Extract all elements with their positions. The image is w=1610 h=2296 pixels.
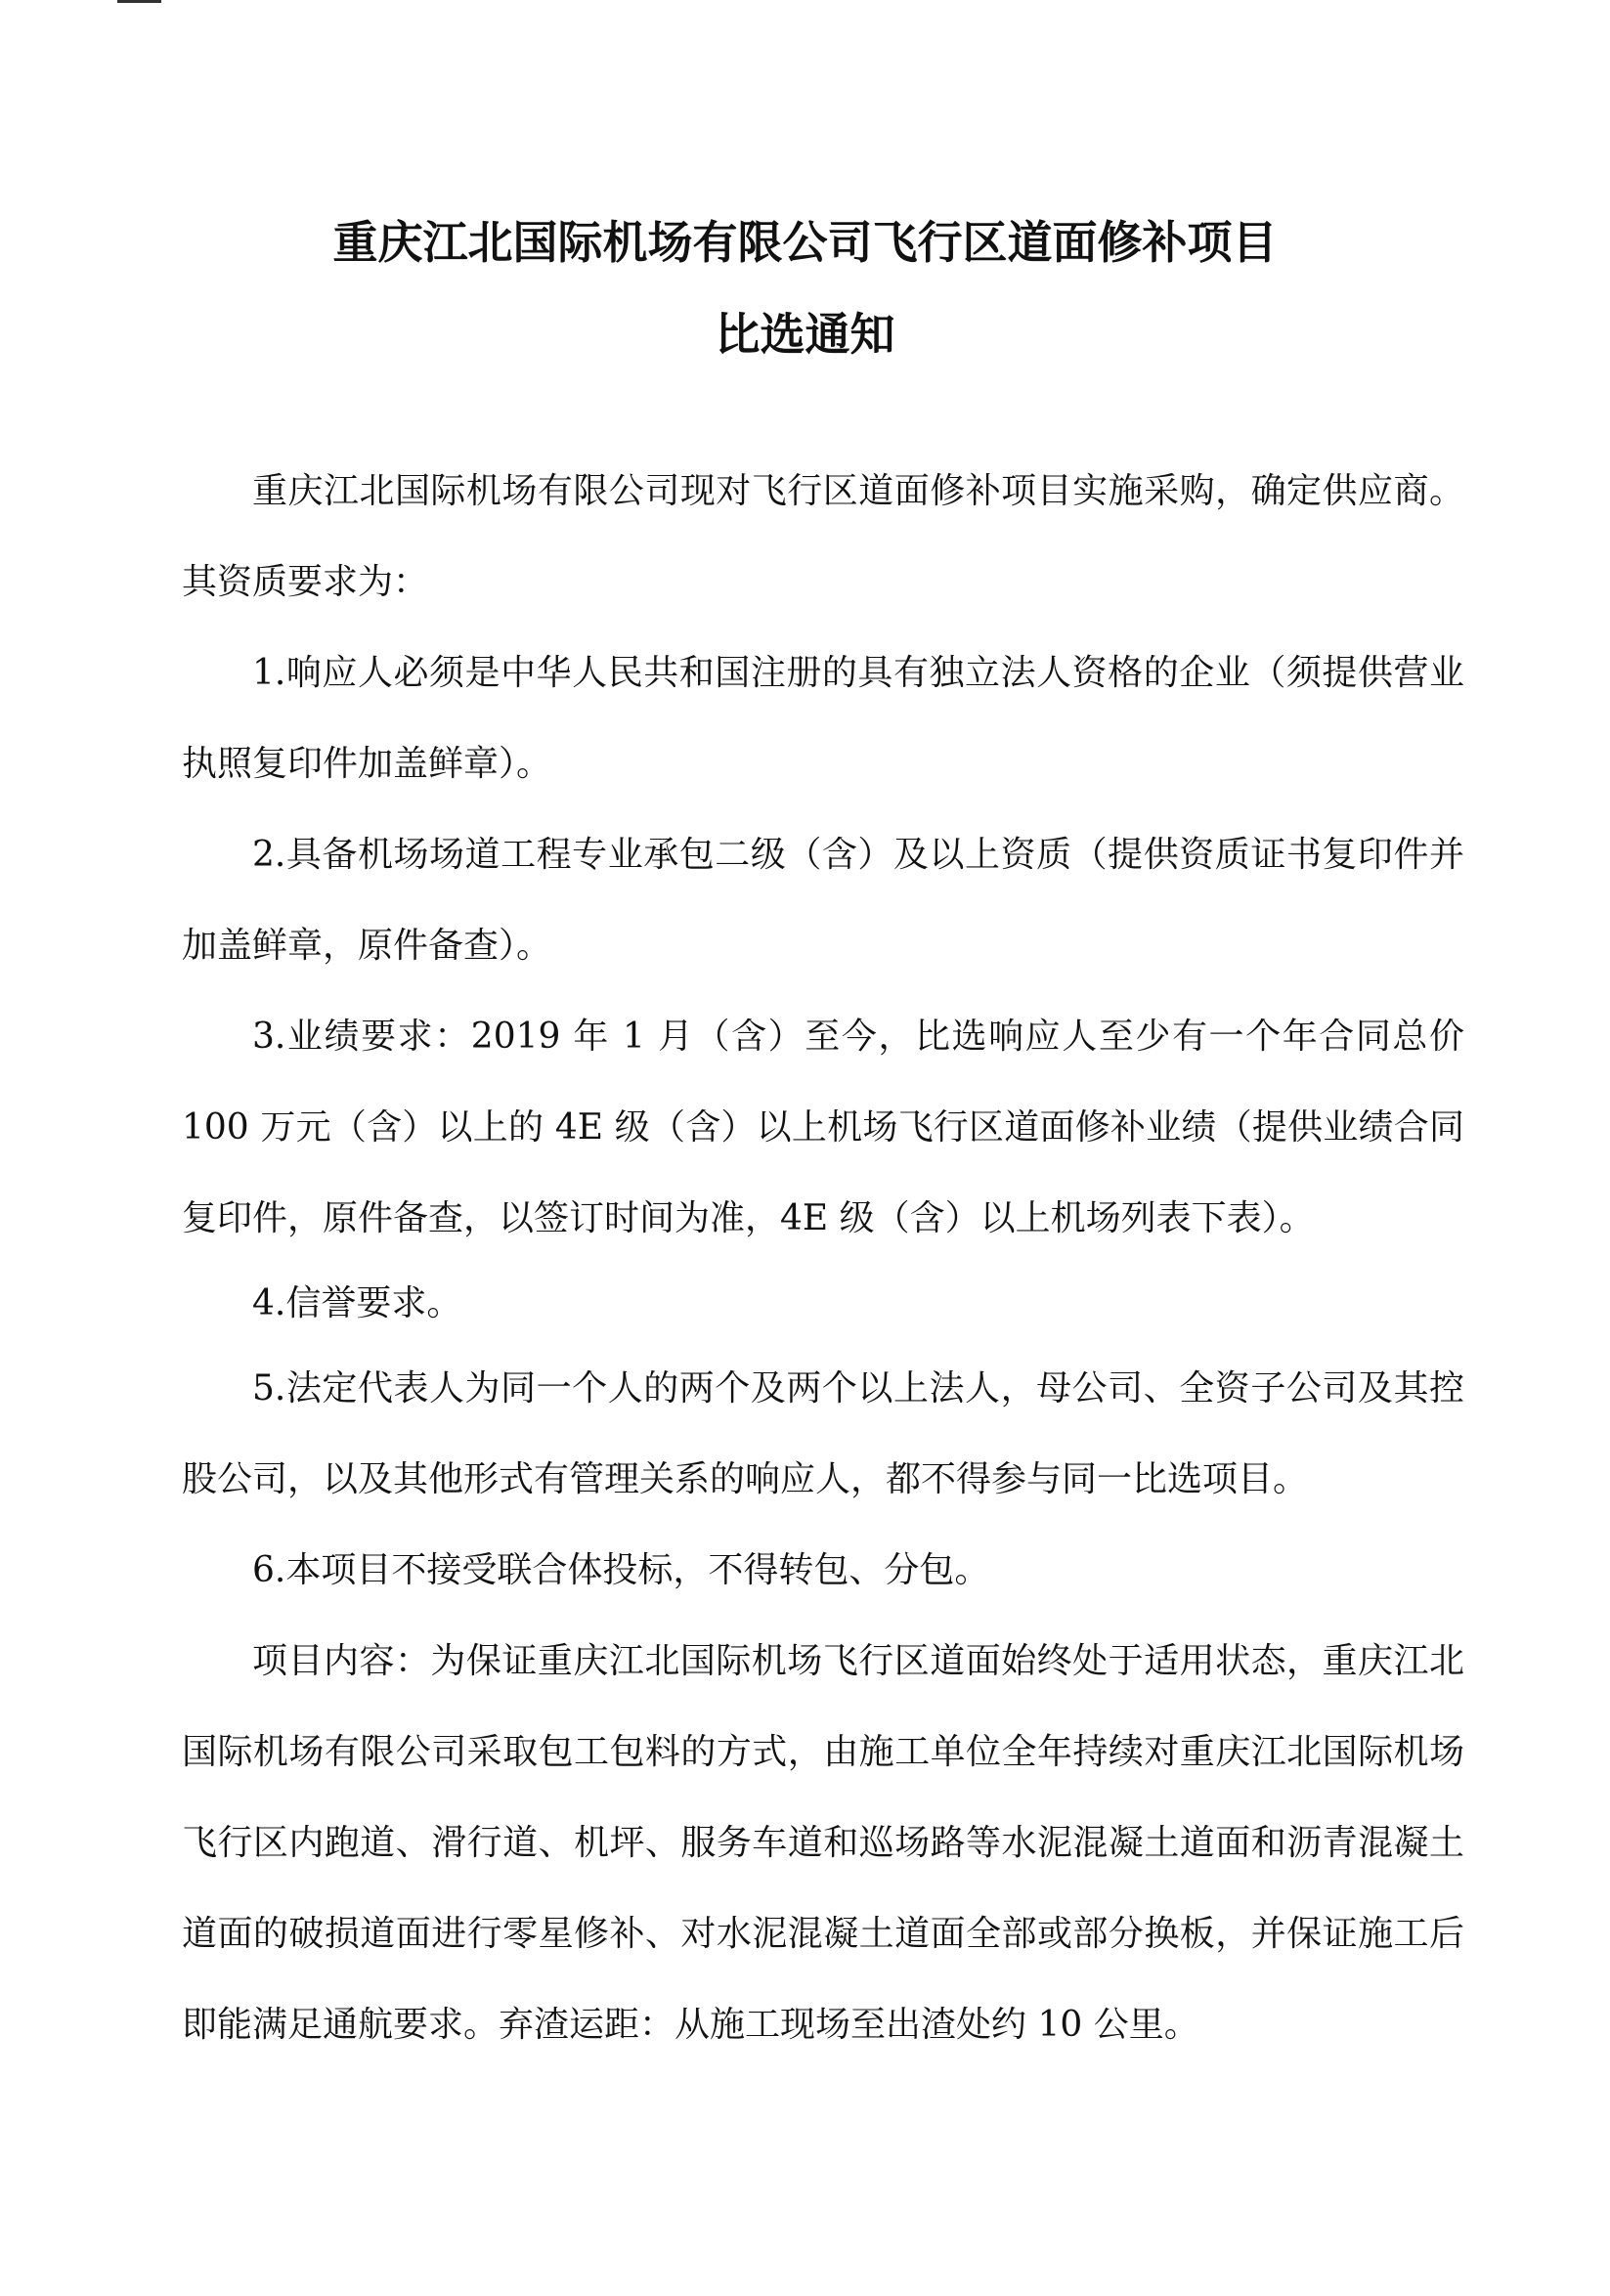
document-subtitle: 比选通知 bbox=[715, 308, 895, 361]
scan-artifact bbox=[117, 0, 161, 3]
project-content-paragraph: 项目内容：为保证重庆江北国际机场飞行区道面始终处于适用状态，重庆江北国际机场有限公司采取包工包料的方式，由施工单位全年持续对重庆江北国际机场飞行区内跑道、滑行道、机坪、服务车道和巡场路等水泥混凝土道面和沥青混凝土道面的破损道面进行零星修补、对水泥混凝土道面全部或部分换板，并保证施工后即能满足通航要求。弃渣运距：从施工现场至出渣处约 10 公里。 bbox=[182, 1641, 1464, 2045]
requirement-2: 2.具备机场场道工程专业承包二级（含）及以上资质（提供资质证书复印件并加盖鲜章，原件备查）。 bbox=[182, 835, 1464, 966]
requirement-5: 5.法定代表人为同一个人的两个及两个以上法人，母公司、全资子公司及其控股公司，以及其他形式有管理关系的响应人，都不得参与同一比选项目。 bbox=[182, 1368, 1464, 1499]
document-body bbox=[182, 446, 1464, 2070]
document-title: 重庆江北国际机场有限公司飞行区道面修补项目 bbox=[332, 216, 1278, 269]
requirement-3: 3.业绩要求：2019 年 1 月（含）至今，比选响应人至少有一个年合同总价 100 万元（含）以上的 4E 级（含）以上机场飞行区道面修补业绩（提供业绩合同复印件，原件备查，以签订时间为准，4E 级（含）以上机场列表下表）。 bbox=[182, 1017, 1464, 1238]
requirement-4: 4.信誉要求。 bbox=[252, 1283, 462, 1323]
intro-paragraph: 重庆江北国际机场有限公司现对飞行区道面修补项目实施采购，确定供应商。其资质要求为： bbox=[182, 471, 1464, 602]
requirement-6: 6.本项目不接受联合体投标，不得转包、分包。 bbox=[252, 1550, 990, 1590]
requirement-1: 1.响应人必须是中华人民共和国注册的具有独立法人资格的企业（须提供营业执照复印件加盖鲜章）。 bbox=[182, 653, 1464, 784]
